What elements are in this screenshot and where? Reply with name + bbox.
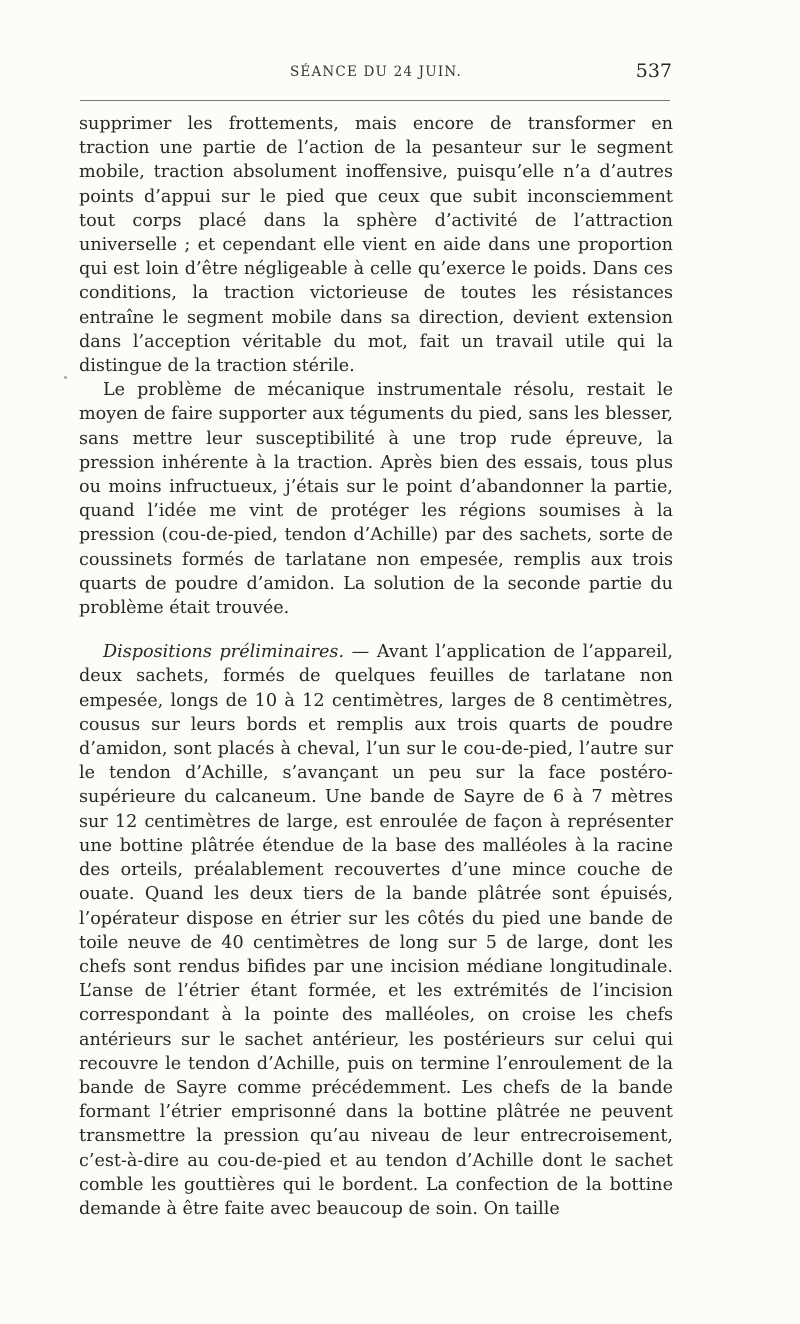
paragraph-mechanics: Le problème de mécanique instrumentale résolu, restait le moyen de faire supporter aux téguments du pied, sans les blesser, sans mettre leur susceptibilité à une trop rude épreuve, la pression inhérente à la traction. Après bien des essais, tous plus ou moins infructueux, j’étais sur le point d’abandonner la partie, quand l’idée me vint de protéger les régions soumises à la pression (cou-de-pied, tendon d’Achille) par des sachets, sorte de coussinets formés de tarlatane non empesée, remplis aux trois quarts de poudre d’amidon. La solution de la seconde partie du problème était trouvée. bbox=[79, 380, 673, 619]
page-number: 537 bbox=[635, 60, 672, 82]
section-gap bbox=[79, 620, 673, 640]
paragraph-dispositions bbox=[79, 640, 673, 1221]
header-rule bbox=[80, 100, 670, 101]
running-title: SÉANCE DU 24 JUIN. bbox=[289, 64, 463, 80]
body-text bbox=[79, 112, 673, 1221]
print-speck bbox=[64, 376, 67, 379]
paragraph-continued: supprimer les frottements, mais encore de transformer en traction une partie de l’action de la pesanteur sur le segment mobile, traction absolument inoffensive, puisqu’elle n’a d’autres points d’appui sur le pied que ceux que subit inconsciemment tout corps placé dans la sphère d’activité de l’attraction universelle ; et cependant elle vient en aide dans une proportion qui est loin d’être négligeable à celle qu’exerce le poids. Dans ces conditions, la traction victorieuse de toutes les résistances entraîne le segment mobile dans sa direction, devient extension dans l’acception véritable du mot, fait un travail utile qui la distingue de la traction stérile. bbox=[79, 114, 673, 377]
paragraph-dispositions-text: — Avant l’application de l’appareil, deux sachets, formés de quelques feuilles de tarlatane non empesée, longs de 10 à 12 centimètres, larges de 8 centimètres, cousus sur leurs bords et remplis aux trois quarts de poudre d’amidon, sont placés à cheval, l’un sur le cou-de-pied, l’autre sur le tendon d’Achille, s’avançant un peu sur la face postéro-supérieure du calcaneum. Une bande de Sayre de 6 à 7 mètres sur 12 centimètres de large, est enroulée de façon à représenter une bottine plâtrée étendue de la base des malléoles à la racine des orteils, préalablement recouvertes d’une mince couche de ouate. Quand les deux tiers de la bande plâtrée sont épuisés, l’opérateur dispose en étrier sur les côtés du pied une bande de toile neuve de 40 centimètres de long sur 5 de large, dont les chefs sont rendus bifides par une incision médiane longitudinale. L’anse de l’étrier étant formée, et les extrémités de l’incision correspondant à la pointe des malléoles, on croise les chefs antérieurs sur le sachet antérieur, les postérieurs sur celui qui recouvre le tendon d’Achille, puis on termine l’enroulement de la bande de Sayre comme précédemment. Les chefs de la bande formant l’étrier emprisonné dans la bottine plâtrée ne peuvent transmettre la pression qu’au niveau de leur entrecroisement, c’est-à-dire au cou-de-pied et au tendon d’Achille dont le sachet comble les gouttières qui le bordent. La confection de la bottine demande à être faite avec beaucoup de soin. On taille bbox=[79, 642, 673, 1219]
section-heading: Dispositions préliminaires. bbox=[103, 642, 345, 663]
running-head bbox=[80, 60, 672, 90]
